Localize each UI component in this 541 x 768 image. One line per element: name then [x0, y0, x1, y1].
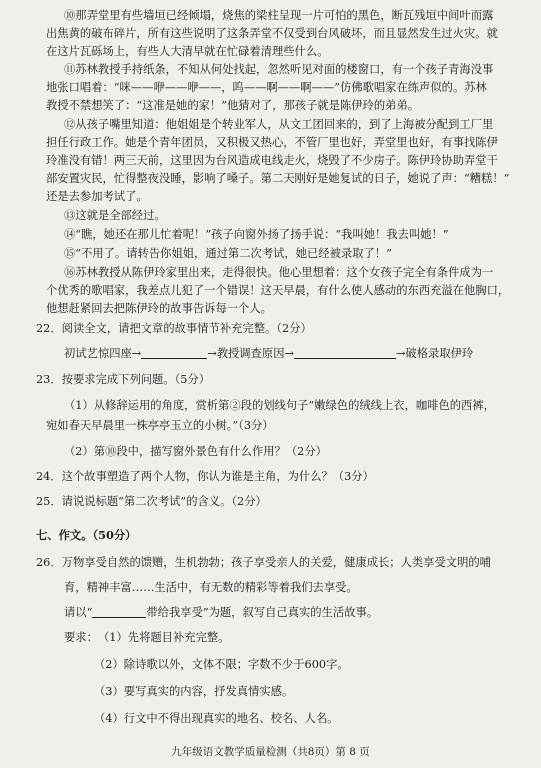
requirement-2: （2）除诗歌以外，文体不限；字数不少于600字。	[94, 658, 349, 671]
composition-heading: 七、作文。（50分）	[36, 528, 137, 542]
question-25: 25．请说说标题“第二次考试”的含义。（2分）	[36, 495, 267, 508]
passage-p16-line-2: 个优秀的歌唱家，我差点儿犯了一个错误！这天早晨，有什么使人感动的东西充溢在他胸口，	[46, 284, 510, 297]
passage-p10-line-3: 在这片瓦砾场上，有些人大清早就在忙碌着清理些什么。	[46, 45, 329, 58]
passage-p11-line-1: ⑪苏林教授手持纸条，不知从何处找起，忽然听见对面的楼窗口，有一个孩子青海没事	[64, 63, 494, 76]
plot-end: →破格录取伊玲	[395, 347, 474, 360]
composition-prompt	[64, 605, 378, 620]
passage-p12-line-2: 担任行政工作。她是个青年团员，又积极又热心，不管厂里也好，弄堂里也好，有事找陈伊	[46, 136, 498, 149]
passage-p11-line-2: 地张口唱着：“咪——咿——咿——，呜——啊——啊——”仿佛歌唱家在练声似的。苏林	[46, 81, 487, 94]
passage-p15: ⑮“不用了。请转告你姐姐，通过第二次考试，她已经被录取了！”	[64, 247, 392, 260]
passage-p12-line-5: 还是去参加考试了。	[46, 190, 148, 203]
page-footer: 九年级语文教学质量检测（共8页）第 8 页	[171, 746, 370, 758]
requirement-4: （4）行文中不得出现真实的地名、校名、人名。	[94, 712, 339, 725]
passage-p10-line-2: 出焦黄的破布碎片，所有这些说明了这条弄堂不仅受到台风破坏，而且显然发生过火灾。就	[46, 27, 498, 40]
question-24: 24．这个故事塑造了两个人物，你认为谁是主角，为什么？（3分）	[36, 470, 374, 483]
plot-blank-1[interactable]	[141, 346, 207, 359]
passage-p16-line-1: ⑯苏林教授从陈伊玲家里出来，走得很快。他心里想着：这个女孩子完全有条件成为一	[64, 266, 494, 279]
passage-p12-line-3: 玲准没有错！两三天前，这里因为台风造成电线走火，烧毁了不少房子。陈伊玲协助弄堂干	[46, 154, 498, 167]
passage-p12-line-4: 部安置灾民，忙得整夜没睡，影响了嗓子。第二天刚好是她复试的日子，她说了声：“糟糕！”	[46, 172, 510, 185]
requirement-3: （3）要写真实的内容，抒发真情实感。	[94, 685, 294, 698]
question-23-sub1-line-1: （1）从修辞运用的角度，赏析第②段的划线句子“嫩绿色的绒线上衣，咖啡色的西裤，	[64, 399, 495, 412]
plot-blank-2[interactable]	[294, 346, 396, 359]
plot-start: 初试艺惊四座→	[64, 347, 142, 360]
passage-p13: ⑬这就是全部经过。	[64, 209, 166, 222]
question-22-plot-chain	[64, 346, 473, 361]
prompt-suffix: 带给我享受”为题，叙写自己真实的生活故事。	[146, 606, 379, 619]
passage-p12-line-1: ⑫从孩子嘴里知道：他姐姐是个转业军人，从文工团回来的，到了上海被分配到工厂里	[64, 118, 494, 131]
question-26-line-2: 育，精神丰富……生活中，有无数的精彩等着我们去享受。	[64, 581, 358, 594]
question-22-stem: 22．阅读全文，请把文章的故事情节补充完整。（2分）	[36, 322, 312, 335]
passage-p16-line-3: 他想赶紧回去把陈伊玲的故事告诉每一个人。	[46, 302, 272, 315]
question-26-line-1: 26．万物享受自然的馈赠，生机勃勃；孩子享受亲人的关爱，健康成长；人类享受文明的哺	[36, 556, 491, 569]
requirement-1: （1）先将题目补充完整。	[98, 631, 230, 644]
passage-p11-line-3: 教授不禁想笑了：“这准是她的家！”他猜对了，那孩子就是陈伊玲的弟弟。	[46, 99, 420, 112]
title-blank[interactable]	[92, 605, 146, 618]
requirements-label: 要求：	[64, 631, 98, 644]
question-23-stem: 23．按要求完成下列问题。（5分）	[36, 373, 211, 386]
plot-mid: →教授调查原因→	[207, 347, 294, 360]
passage-p10-line-1: ⑩那弄堂里有些墙垣已经倾塌，烧焦的梁柱呈现一片可怕的黑色，断瓦残垣中间叶而露	[64, 9, 494, 22]
question-23-sub2: （2）第⑩段中，描写窗外景色有什么作用？（2分）	[64, 445, 327, 458]
question-23-sub1-line-2: 宛如春天早晨里一株亭亭玉立的小树。”（3分）	[46, 419, 274, 432]
passage-p14: ⑭“瞧，她还在那儿忙着呢！”孩子向窗外扬了扬手说：“我叫她！我去叫她！”	[64, 228, 449, 241]
prompt-prefix: 请以“	[64, 606, 93, 619]
